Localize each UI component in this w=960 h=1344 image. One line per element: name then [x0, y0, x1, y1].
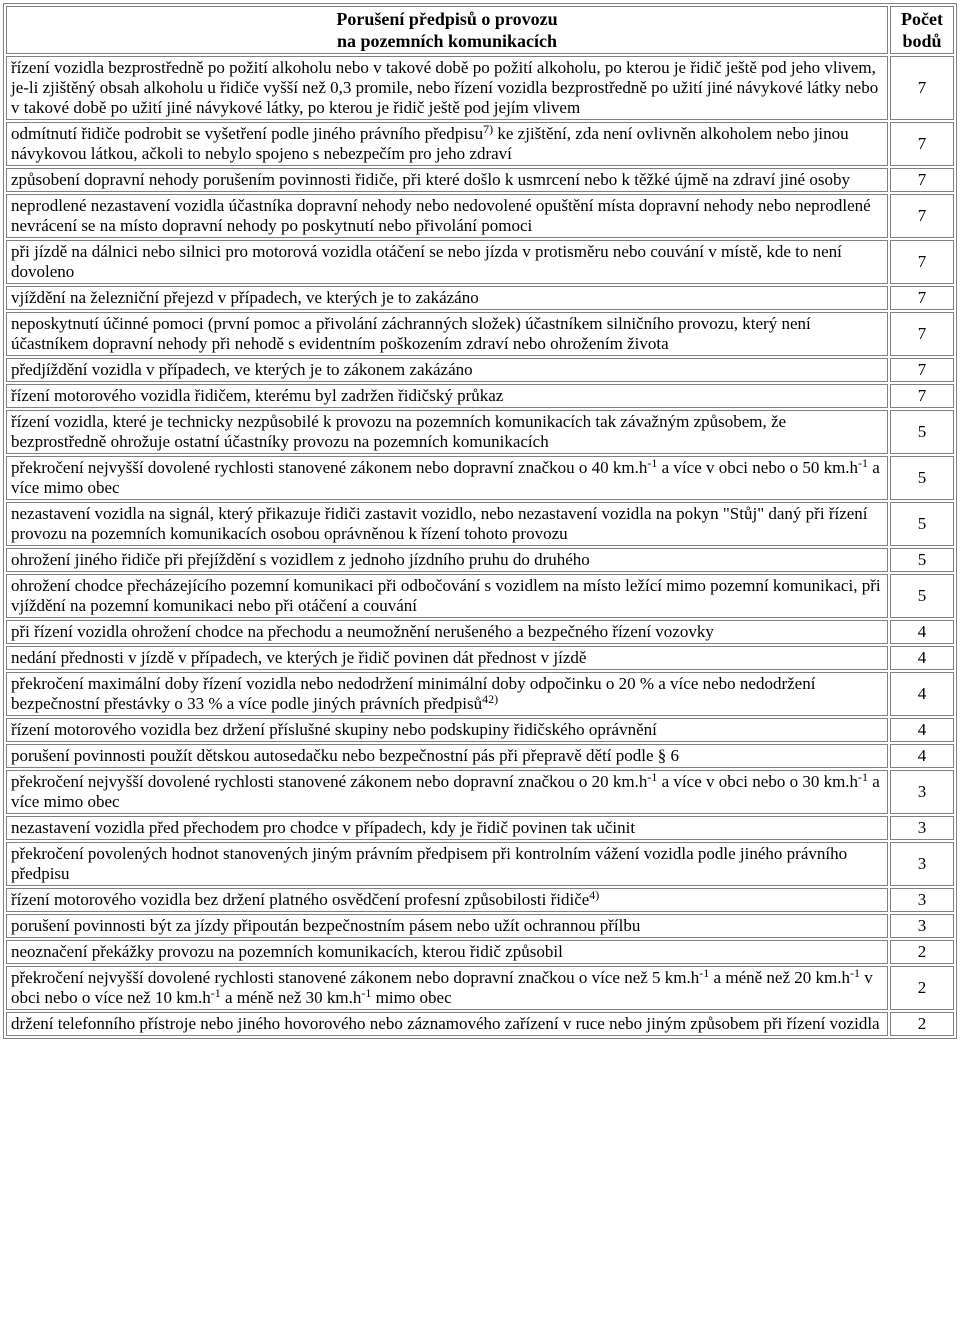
violation-text: odmítnutí řidiče podrobit se vyšetření podle jiného právního předpisu: [11, 124, 484, 143]
points-cell: 3: [890, 888, 954, 912]
violation-cell: [6, 620, 888, 644]
violation-text: porušení povinnosti použít dětskou autosedačku nebo bezpečnostní pás při přepravě dětí podle § 6: [11, 746, 680, 765]
violation-cell: [6, 888, 888, 912]
table-row: [6, 966, 954, 1010]
violation-text: řízení vozidla, které je technicky nezpůsobilé k provozu na pozemních komunikacích tak závažným způsobem, že bezprostředně ohrožuje ostatní účastníky provozu na pozemních komunikacích: [11, 412, 787, 451]
table-row: [6, 456, 954, 500]
violation-text: způsobení dopravní nehody porušením povinnosti řidiče, při které došlo k usmrcení nebo k těžké újmě na zdraví jiné osoby: [11, 170, 850, 189]
footnote-reference: -1: [858, 770, 869, 784]
footnote-reference: -1: [647, 770, 658, 784]
violation-text: držení telefonního přístroje nebo jiného hovorového nebo záznamového zařízení v ruce nebo jiným způsobem při řízení vozidla: [11, 1014, 880, 1033]
violation-cell: [6, 842, 888, 886]
table-row: [6, 914, 954, 938]
table-row: [6, 672, 954, 716]
violation-text: nezastavení vozidla na signál, který přikazuje řidiči zastavit vozidlo, nebo nezastavení vozidla na pokyn "Stůj" daný při řízení provozu na pozemních komunikacích osobou oprávněnou k řízení tohoto provozu: [11, 504, 868, 543]
footnote-reference: -1: [858, 456, 869, 470]
table-row: [6, 312, 954, 356]
points-cell: 3: [890, 816, 954, 840]
violation-text: ke zjištění, zda není ovlivněn alkoholem nebo jinou návykovou látkou, ačkoli to nebylo spojeno s nebezpečím pro jeho zdraví: [11, 124, 849, 163]
table-row: [6, 574, 954, 618]
table-row: [6, 770, 954, 814]
table-row: [6, 718, 954, 742]
points-cell: 2: [890, 1012, 954, 1036]
violation-text: a méně než 30 km.h: [220, 988, 362, 1007]
violation-text: a více v obci nebo o 50 km.h: [657, 458, 859, 477]
violation-cell: [6, 286, 888, 310]
footnote-reference: -1: [210, 986, 221, 1000]
violation-cell: [6, 456, 888, 500]
table-row: [6, 384, 954, 408]
points-cell: 3: [890, 842, 954, 886]
violation-text: překročení nejvyšší dovolené rychlosti stanovené zákonem nebo dopravní značkou o více než 5 km.h: [11, 968, 700, 987]
violation-cell: [6, 122, 888, 166]
violation-cell: [6, 168, 888, 192]
violation-cell: [6, 770, 888, 814]
table-row: [6, 358, 954, 382]
table-row: [6, 620, 954, 644]
points-column-header: [890, 6, 954, 54]
violation-cell: [6, 194, 888, 238]
table-row: [6, 240, 954, 284]
points-cell: 4: [890, 744, 954, 768]
violation-text: překročení nejvyšší dovolené rychlosti stanovené zákonem nebo dopravní značkou o 40 km.h: [11, 458, 648, 477]
violation-text: a více mimo obec: [11, 772, 880, 811]
points-cell: 7: [890, 122, 954, 166]
violation-text: nezastavení vozidla před přechodem pro chodce v případech, kdy je řidič povinen tak učinit: [11, 818, 636, 837]
violation-cell: [6, 548, 888, 572]
violation-cell: [6, 384, 888, 408]
footnote-reference: -1: [361, 986, 372, 1000]
footnote-reference: 7): [483, 122, 494, 136]
violation-text: a více v obci nebo o 30 km.h: [657, 772, 859, 791]
points-cell: 5: [890, 502, 954, 546]
violation-text: neprodlené nezastavení vozidla účastníka dopravní nehody nebo nedovolené opuštění místa dopravní nehody nebo neprodlené nevrácení se na místo dopravní nehody po poskytnutí nebo přivolání pomoci: [11, 196, 871, 235]
points-cell: 7: [890, 358, 954, 382]
points-cell: 5: [890, 548, 954, 572]
table-row: [6, 842, 954, 886]
violation-cell: [6, 358, 888, 382]
violation-text: řízení motorového vozidla řidičem, kterému byl zadržen řidičský průkaz: [11, 386, 504, 405]
table-row: [6, 410, 954, 454]
violation-cell: [6, 646, 888, 670]
table-row: [6, 502, 954, 546]
points-cell: 3: [890, 770, 954, 814]
footnote-reference: -1: [647, 456, 658, 470]
points-cell: 4: [890, 646, 954, 670]
footnote-reference: -1: [699, 966, 710, 980]
violation-cell: [6, 672, 888, 716]
points-cell: 7: [890, 312, 954, 356]
violation-text: překročení povolených hodnot stanovených jiným právním předpisem při kontrolním vážení vozidla podle jiného právního předpisu: [11, 844, 848, 883]
points-cell: 4: [890, 718, 954, 742]
violation-cell: [6, 966, 888, 1010]
points-cell: 5: [890, 410, 954, 454]
points-cell: 7: [890, 286, 954, 310]
violation-text: neposkytnutí účinné pomoci (první pomoc a přivolání záchranných složek) účastníkem silničního provozu, který není účastníkem dopravní nehody při nehodě s evidentním poškozením zdraví nebo ohrožením života: [11, 314, 811, 353]
table-row: [6, 122, 954, 166]
violation-cell: [6, 410, 888, 454]
violation-text: neoznačení překážky provozu na pozemních komunikacích, kterou řidič způsobil: [11, 942, 563, 961]
violation-text: ohrožení chodce přecházejícího pozemní komunikaci při odbočování s vozidlem na místo ležící mimo pozemní komunikaci, při vjíždění na pozemní komunikaci nebo při otáčení a couvání: [11, 576, 881, 615]
violation-cell: [6, 1012, 888, 1036]
table-row: [6, 744, 954, 768]
violation-cell: [6, 312, 888, 356]
table-row: [6, 548, 954, 572]
violation-text: při jízdě na dálnici nebo silnici pro motorová vozidla otáčení se nebo jízda v protisměru nebo couvání v místě, kde to není dovoleno: [11, 242, 842, 281]
points-cell: 4: [890, 620, 954, 644]
violation-cell: [6, 940, 888, 964]
violation-cell: [6, 744, 888, 768]
points-cell: 2: [890, 940, 954, 964]
table-row: [6, 646, 954, 670]
violation-text: překročení maximální doby řízení vozidla nebo nedodržení minimální doby odpočinku o 20 % a více nebo nedodržení bezpečnostní přestávky o 33 % a více podle jiných právních předpisů: [11, 674, 816, 713]
table-row: [6, 816, 954, 840]
violation-text: řízení motorového vozidla bez držení platného osvědčení profesní způsobilosti řidiče: [11, 890, 590, 909]
points-cell: 7: [890, 384, 954, 408]
violation-cell: [6, 914, 888, 938]
violation-text: a více mimo obec: [11, 458, 880, 497]
violation-text: předjíždění vozidla v případech, ve kterých je to zákonem zakázáno: [11, 360, 473, 379]
points-cell: 4: [890, 672, 954, 716]
table-header-row: [6, 6, 954, 54]
points-cell: 7: [890, 168, 954, 192]
footnote-reference: 4): [589, 888, 600, 902]
footnote-reference: 42): [482, 692, 499, 706]
table-row: [6, 940, 954, 964]
footnote-reference: -1: [849, 966, 860, 980]
points-cell: 3: [890, 914, 954, 938]
points-cell: 5: [890, 456, 954, 500]
header-title-line2: na pozemních komunikacích: [336, 31, 558, 51]
header-points-line2: bodů: [902, 31, 942, 51]
violation-text: ohrožení jiného řidiče při přejíždění s vozidlem z jednoho jízdního pruhu do druhého: [11, 550, 590, 569]
points-cell: 7: [890, 56, 954, 120]
violation-text: při řízení vozidla ohrožení chodce na přechodu a neumožnění nerušeného a bezpečného řízení vozovky: [11, 622, 714, 641]
violation-cell: [6, 718, 888, 742]
violation-cell: [6, 816, 888, 840]
table-row: [6, 1012, 954, 1036]
violation-text: v obci nebo o více než 10 km.h: [11, 968, 873, 1007]
violation-text: mimo obec: [371, 988, 452, 1007]
table-row: [6, 888, 954, 912]
violation-text: překročení nejvyšší dovolené rychlosti stanovené zákonem nebo dopravní značkou o 20 km.h: [11, 772, 648, 791]
table-row: [6, 56, 954, 120]
violation-text: a méně než 20 km.h: [709, 968, 850, 987]
violation-text: nedání přednosti v jízdě v případech, ve kterých je řidič povinen dát přednost v jízdě: [11, 648, 587, 667]
violation-cell: [6, 240, 888, 284]
table-row: [6, 286, 954, 310]
violation-text: vjíždění na železniční přejezd v případech, ve kterých je to zakázáno: [11, 288, 479, 307]
header-points-line1: Počet: [901, 9, 943, 29]
violation-column-header: [6, 6, 888, 54]
points-cell: 7: [890, 194, 954, 238]
violation-text: porušení povinnosti být za jízdy připoután bezpečnostním pásem nebo užít ochrannou přílbu: [11, 916, 641, 935]
points-cell: 7: [890, 240, 954, 284]
violation-cell: [6, 502, 888, 546]
violation-cell: [6, 56, 888, 120]
table-row: [6, 168, 954, 192]
table-row: [6, 194, 954, 238]
points-cell: 5: [890, 574, 954, 618]
points-cell: 2: [890, 966, 954, 1010]
violation-cell: [6, 574, 888, 618]
header-title-line1: Porušení předpisů o provozu: [336, 9, 558, 29]
violation-text: řízení motorového vozidla bez držení příslušné skupiny nebo podskupiny řidičského oprávnění: [11, 720, 657, 739]
violations-table: [3, 3, 957, 1039]
violation-text: řízení vozidla bezprostředně po požití alkoholu nebo v takové době po požití alkoholu, po kterou je řidič ještě pod jeho vlivem, je-li zjištěný obsah alkoholu u řidiče vyšší než 0,3 promile, nebo řízení vozidla bezprostředně po užití jiné návykové látky nebo v takové době po užití jiné návykové látky, po kterou je řidič ještě pod jejím vlivem: [11, 58, 879, 117]
